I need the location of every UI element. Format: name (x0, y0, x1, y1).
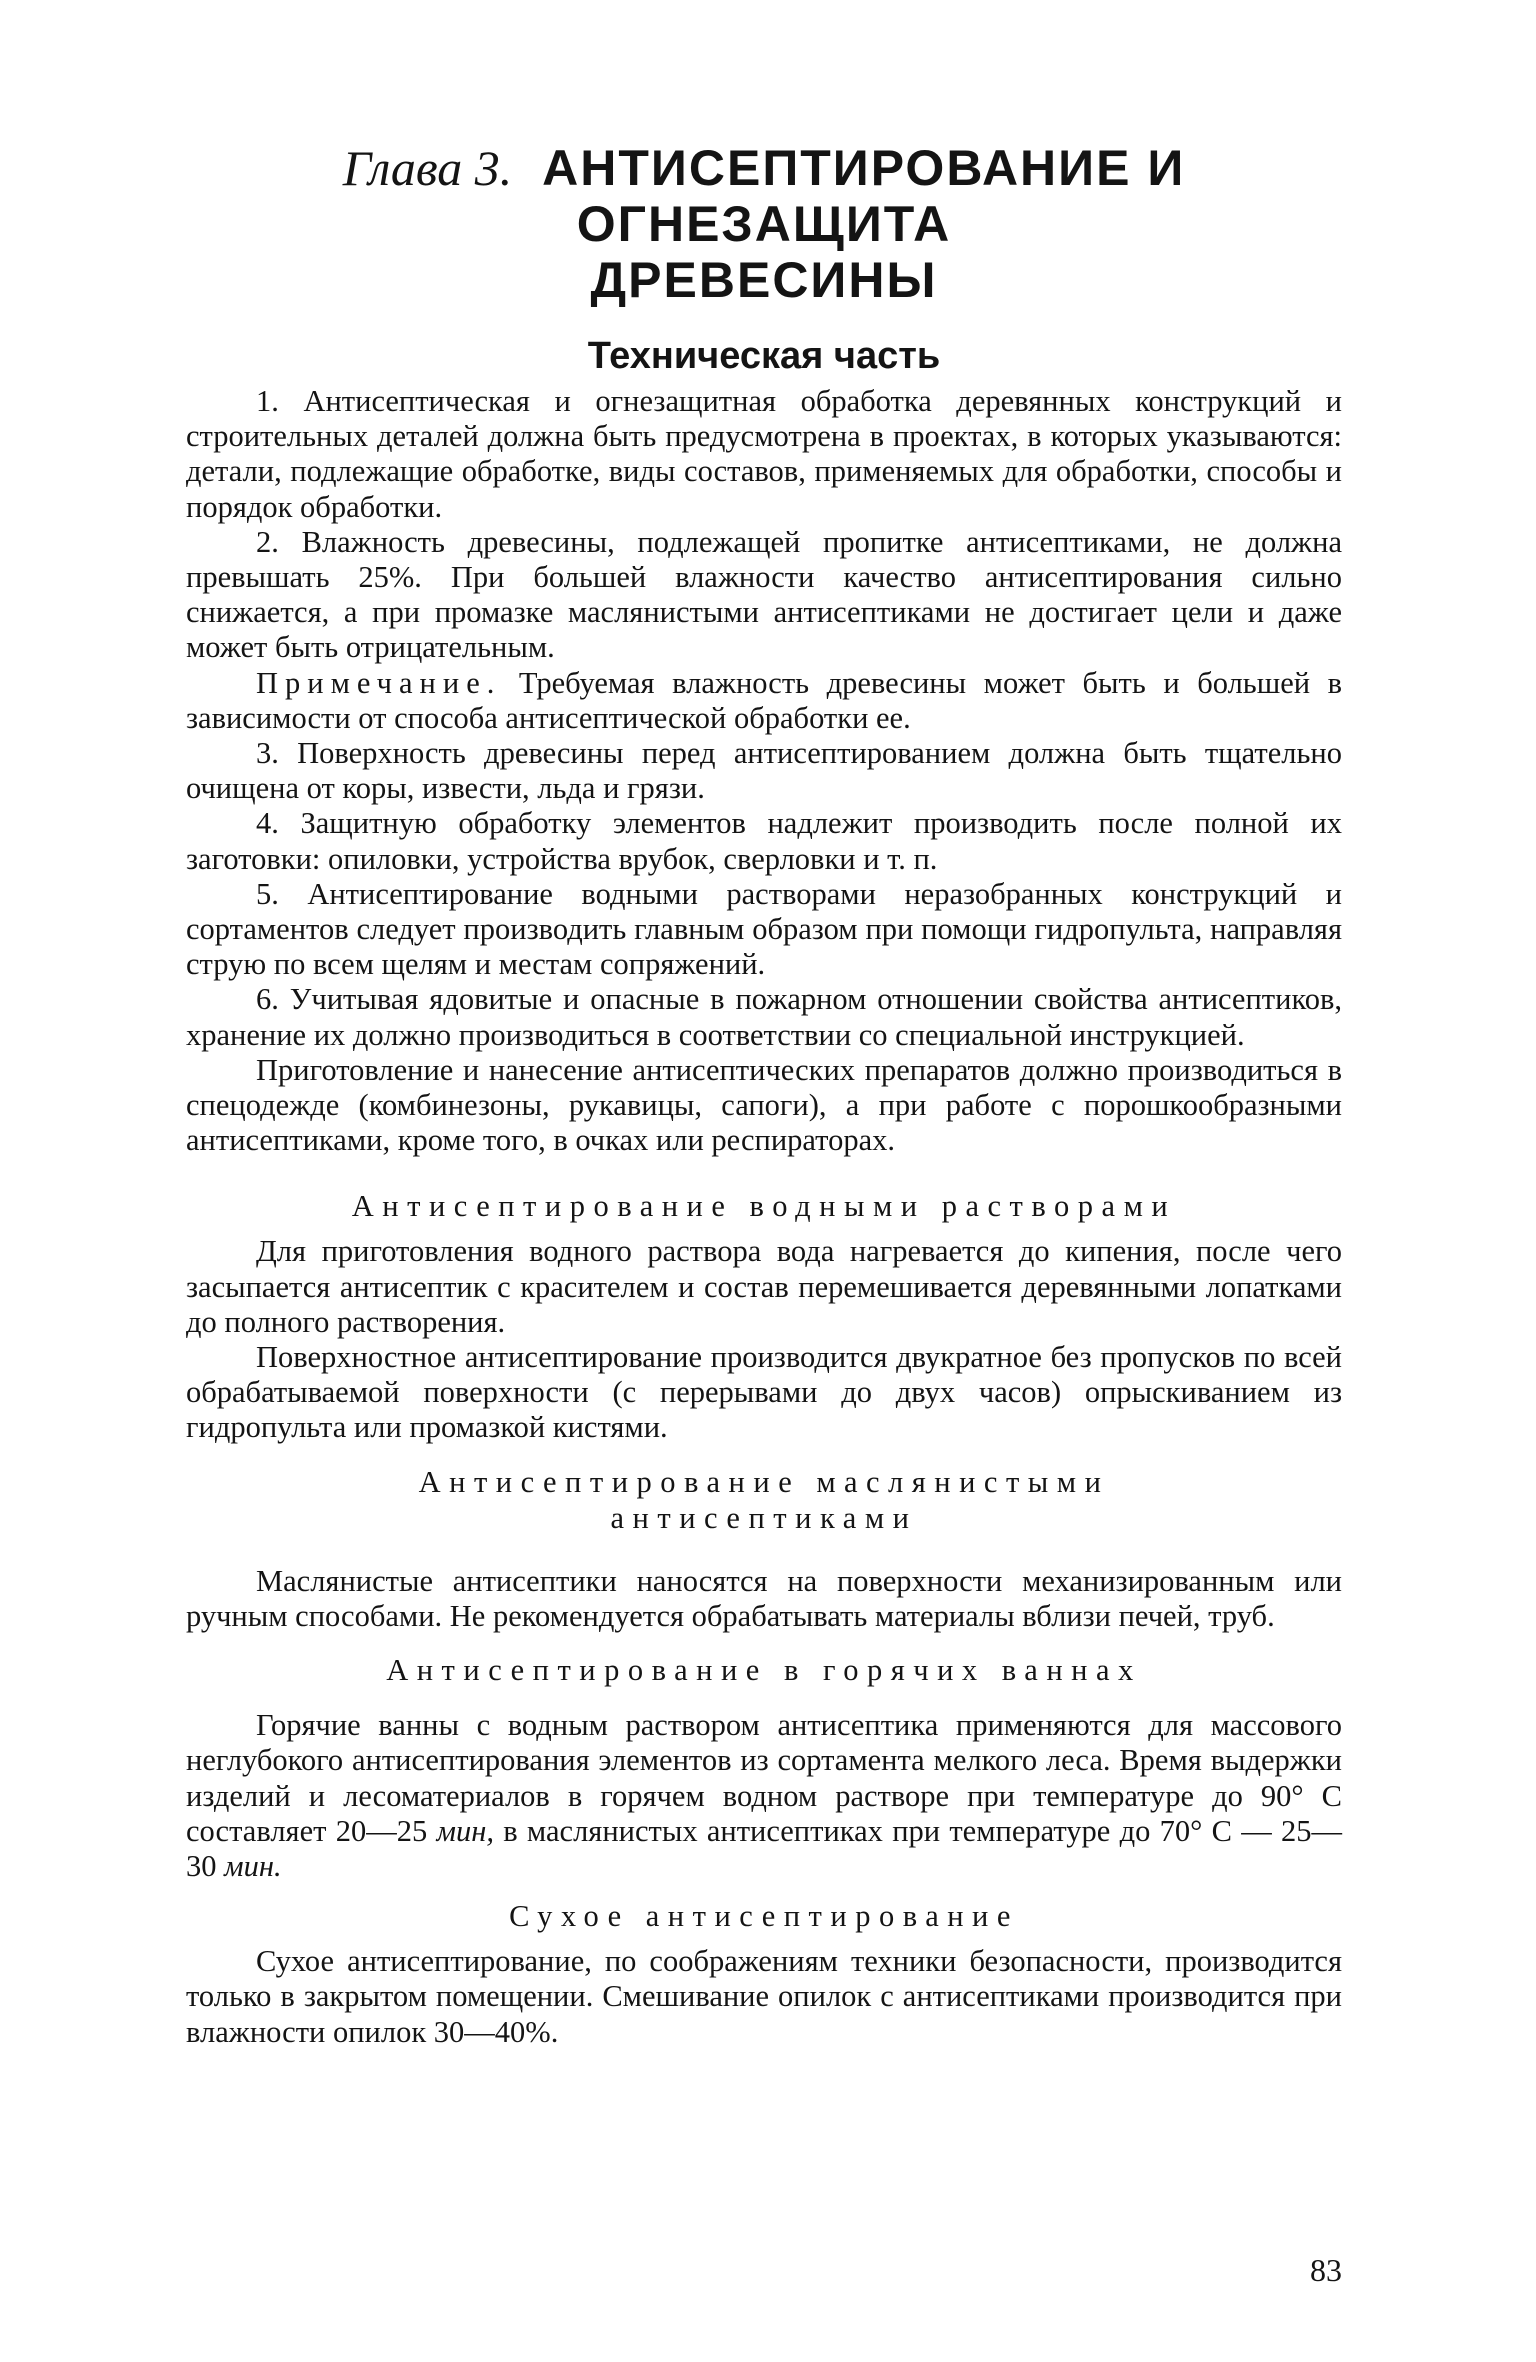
paragraph-5: 5. Антисептирование водными растворами неразобранных конструкций и сортаментов следует производить главным образом при помощи гидропульта, направляя струю по всем щелям и местам сопряжений. (186, 876, 1342, 982)
paragraph-2: 2. Влажность древесины, подлежащей пропитке антисептиками, не должна превышать 25%. При большей влажности качество антисептирования сильно снижается, а при промазке маслянистыми антисептиками не достигает цели и даже может быть отрицательным. (186, 524, 1342, 665)
note-paragraph (186, 666, 1342, 736)
unit-minutes-1: мин, (436, 1813, 494, 1848)
chapter-title (186, 140, 1342, 308)
paragraph-3: 3. Поверхность древесины перед антисептированием должна быть тщательно очищена от коры, извести, льда и грязи. (186, 736, 1342, 806)
dry-paragraph-1: Сухое антисептирование, по соображениям техники безопасности, производится только в закрытом помещении. Смешивание опилок с антисептиками производится при влажности опилок 30—40%. (186, 1944, 1342, 2049)
unit-minutes-2: мин. (224, 1848, 282, 1883)
section-subtitle: Техническая часть (587, 335, 941, 377)
hot-paragraph-1 (186, 1708, 1342, 1884)
paragraph-7: Приготовление и нанесение антисептических препаратов должно производиться в спецодежде (комбинезоны, рукавицы, сапоги), а при работе с порошкообразными антисептиками, кроме того, в очках или респираторах. (186, 1052, 1342, 1158)
heading-oil-antiseptics (186, 1464, 1342, 1536)
hot-text-a: Горячие ванны с водным раствором антисептика применяются для массового неглубокого антисептирования элементов из сортамента мелкого леса. Время выдержки изделий и лесоматериалов в горячем водном растворе при температуре до 90° С составляет 20—25 (186, 1708, 1342, 1848)
oil-paragraph-1: Маслянистые антисептики наносятся на поверхности механизированным или ручным способами. Не рекомендуется обрабатывать материалы вблизи печей, труб. (186, 1563, 1342, 1633)
note-label: Примечание. (256, 665, 502, 700)
heading-oil-line2: антисептиками (610, 1500, 918, 1535)
chapter-label: Глава 3. (342, 140, 513, 196)
chapter-title-line1: АНТИСЕПТИРОВАНИЕ И ОГНЕЗАЩИТА (542, 140, 1186, 252)
note-text: Требуемая влажность древесины может быть и большей в зависимости от способа антисептической обработки ее. (186, 665, 1342, 735)
paragraph-4: 4. Защитную обработку элементов надлежит производить после полной их заготовки: опиловки, устройства врубок, сверловки и т. п. (186, 806, 1342, 876)
paragraph-1: 1. Антисептическая и огнезащитная обработка деревянных конструкций и строительных деталей должна быть предусмотрена в проектах, в которых указываются: детали, подлежащие обработке, виды составов, применяемых для обработки, способы и порядок обработки. (186, 384, 1342, 524)
heading-dry: Сухое антисептирование (509, 1899, 1019, 1934)
water-paragraph-1: Для приготовления водного раствора вода нагревается до кипения, после чего засыпается антисептик с красителем и состав перемешивается деревянными лопатками до полного растворения. (186, 1234, 1342, 1339)
book-page (186, 140, 1342, 2340)
heading-oil-line1: Антисептирование маслянистыми (418, 1464, 1110, 1499)
page-number: 83 (1310, 2252, 1342, 2288)
water-paragraph-2: Поверхностное антисептирование производится двукратное без пропусков по всей обрабатываемой поверхности (с перерывами до двух часов) опрыскиванием из гидропульта или промазкой кистями. (186, 1340, 1342, 1445)
hot-text-b: в маслянистых антисептиках при температуре до 70° С — 25—30 (186, 1813, 1343, 1883)
paragraph-6: 6. Учитывая ядовитые и опасные в пожарном отношении свойства антисептиков, хранение их должно производиться в соответствии со специальной инструкцией. (186, 982, 1342, 1052)
heading-hot-baths: Антисептирование в горячих ваннах (386, 1653, 1142, 1688)
heading-water-solutions: Антисептирование водными растворами (351, 1189, 1177, 1224)
chapter-title-line2: ДРЕВЕСИНЫ (590, 252, 938, 308)
